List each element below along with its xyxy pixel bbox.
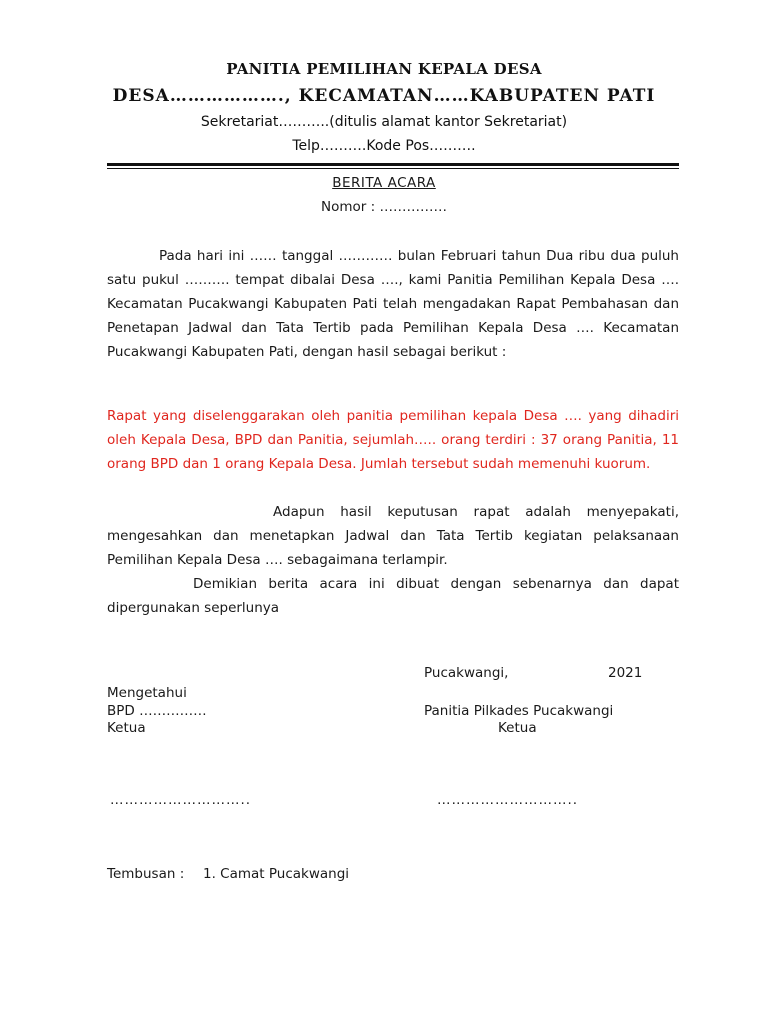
cc-label: Tembusan : (107, 866, 185, 882)
cc-item: 1. Camat Pucakwangi (203, 866, 350, 882)
document-number: Nomor : …………… (321, 199, 447, 215)
bpd-role: Ketua (107, 720, 146, 736)
acknowledge-label: Mengetahui (107, 685, 187, 701)
committee-role: Ketua (498, 720, 537, 736)
decision-paragraph: Adapun hasil keputusan rapat adalah menyepakati, mengesahkan dan menetapkan Jadwal dan Tata Tertib kegiatan pelaksanaan Pemilihan Kepala Desa …. sebagaimana terlampir. (107, 504, 679, 568)
secretariat-address: Sekretariat………..(ditulis alamat kantor Sekretariat) (200, 114, 568, 130)
closing-paragraph: Demikian berita acara ini dibuat dengan sebenarnya dan dapat dipergunakan seperlunya (107, 576, 679, 616)
quorum-paragraph: Rapat yang diselenggarakan oleh panitia pemilihan kepala Desa …. yang dihadiri oleh Kepala Desa, BPD dan Panitia, sejumlah….. orang terdiri : 37 orang Panitia, 11 orang BPD dan 1 orang Kepala Desa. Jumlah tersebut sudah memenuhi kuorum. (107, 408, 679, 472)
village-district-title: DESA………………., KECAMATAN……KABUPATEN PATI (112, 86, 656, 106)
committee-title: PANITIA PEMILIHAN KEPALA DESA (226, 60, 542, 78)
opening-paragraph: Pada hari ini …… tanggal ………… bulan Februari tahun Dua ribu dua puluh satu pukul ………. tempat dibalai Desa …., kami Panitia Pemilihan Kepala Desa …. Kecamatan Pucakwangi Kabupaten Pati telah mengadakan Rapat Pembahasan dan Penetapan Jadwal dan Tata Tertib pada Pemilihan Kepala Desa …. Kecamatan Pucakwangi Kabupaten Pati, dengan hasil sebagai berikut : (107, 248, 679, 360)
signature-place: Pucakwangi, (424, 665, 509, 681)
header-divider-thin (107, 168, 679, 169)
document-heading: BERITA ACARA (332, 175, 436, 191)
committee-signature-line: ……………………….. (437, 792, 579, 808)
bpd-label: BPD …………… (107, 703, 207, 719)
signature-year: 2021 (608, 665, 643, 681)
committee-label: Panitia Pilkades Pucakwangi (424, 703, 614, 719)
header-divider-thick (107, 163, 679, 166)
contact-line: Telp……….Kode Pos………. (292, 138, 476, 154)
bpd-signature-line: ……………………….. (110, 792, 252, 808)
